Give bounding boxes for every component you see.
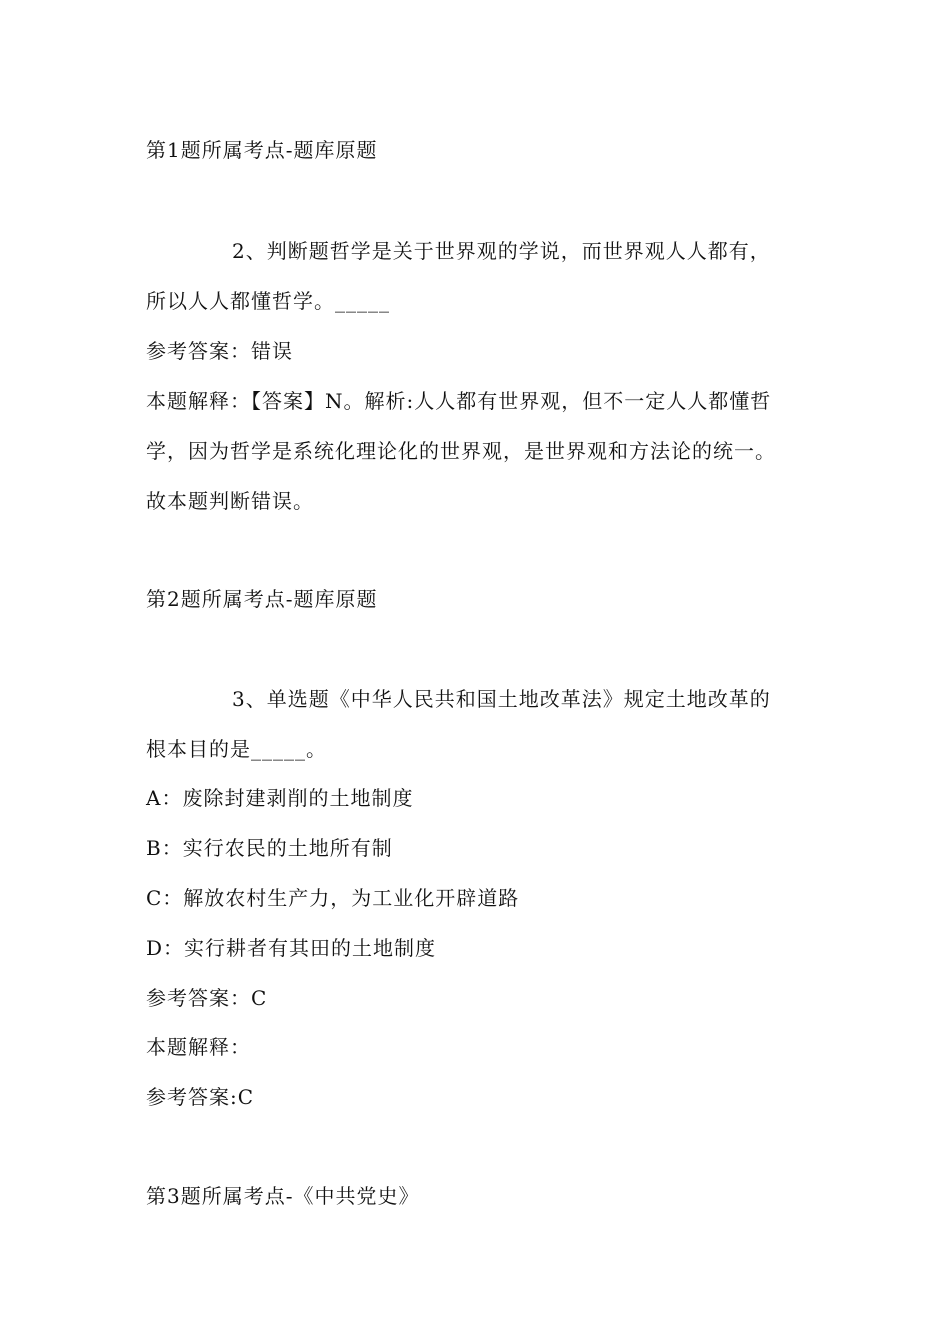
q2-explain-line1: 本题解释：【答案】N。解析:人人都有世界观，但不一定人人都懂哲 — [146, 389, 772, 413]
q3-option-a: A：废除封建剥削的土地制度 — [146, 786, 414, 810]
q2-answer: 参考答案：错误 — [146, 339, 293, 363]
q1-section-label: 第1题所属考点-题库原题 — [146, 138, 378, 162]
q2-explain-line3: 故本题判断错误。 — [146, 489, 314, 513]
q2-stem-line2: 所以人人都懂哲学。_____ — [146, 289, 390, 313]
q3-stem-line2: 根本目的是_____。 — [146, 737, 327, 761]
q3-answer-repeat: 参考答案:C — [146, 1085, 255, 1109]
q3-option-d: D：实行耕者有其田的土地制度 — [146, 936, 437, 960]
q3-option-b: B：实行农民的土地所有制 — [146, 836, 393, 860]
q3-option-c: C：解放农村生产力，为工业化开辟道路 — [146, 886, 520, 910]
q3-answer: 参考答案：C — [146, 986, 268, 1010]
q3-section-label: 第3题所属考点-《中共党史》 — [146, 1184, 420, 1208]
q3-explain: 本题解释： — [146, 1035, 251, 1059]
q3-stem-line1: 3、单选题《中华人民共和国土地改革法》规定土地改革的 — [232, 687, 771, 711]
q2-explain-line2: 学，因为哲学是系统化理论化的世界观，是世界观和方法论的统一。 — [146, 439, 776, 463]
q2-section-label: 第2题所属考点-题库原题 — [146, 587, 378, 611]
q2-stem-line1: 2、判断题哲学是关于世界观的学说，而世界观人人都有， — [232, 239, 771, 263]
